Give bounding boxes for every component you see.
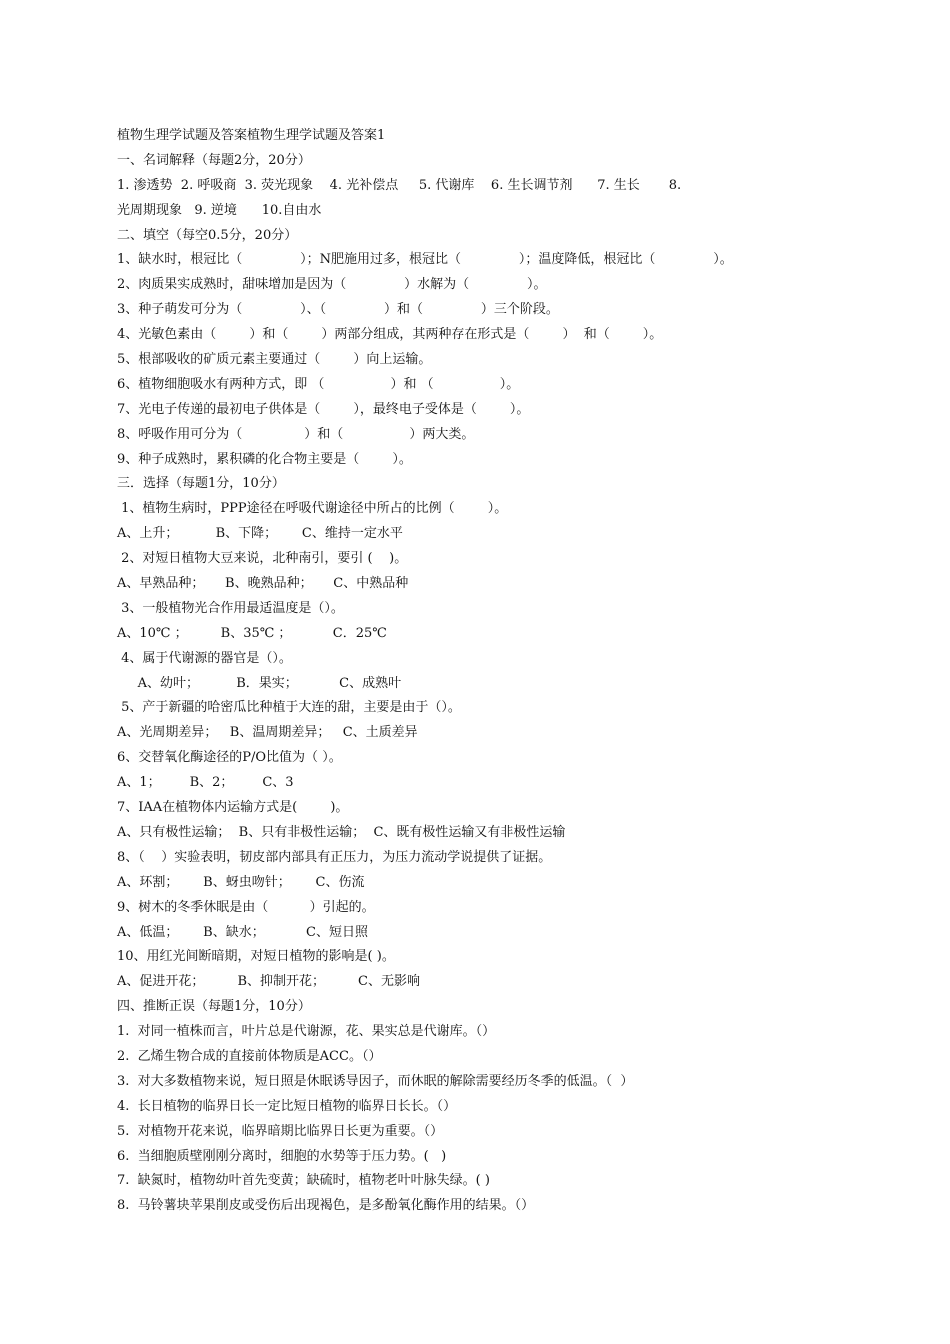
text-line: 8. 马铃薯块苹果削皮或受伤后出现褐色，是多酚氧化酶作用的结果。（） xyxy=(117,1198,535,1214)
text-line: 6. 当细胞质壁刚刚分离时，细胞的水势等于压力势。( ) xyxy=(117,1148,447,1164)
text-line: 1. 渗透势 2. 呼吸商 3. 荧光现象 4. 光补偿点 5. 代谢库 6. 生长调节剂 7. 生长 8. xyxy=(117,177,682,193)
section-heading-4: 四、推断正误（每题1分，10分） xyxy=(117,999,311,1015)
text-line: 7、光电子传递的最初电子供体是（ ），最终电子受体是（ ）。 xyxy=(117,401,530,417)
text-line: 3. 对大多数植物来说，短日照是休眠诱导因子，而休眠的解除需要经历冬季的低温。（ ） xyxy=(117,1073,634,1089)
text-line: 2. 乙烯生物合成的直接前体物质是ACC。（） xyxy=(117,1048,382,1064)
text-line: 7. 缺氮时，植物幼叶首先变黄；缺硫时，植物老叶叶脉失绿。( ) xyxy=(117,1173,490,1189)
document-body xyxy=(117,124,817,1219)
text-line: 2、肉质果实成熟时，甜味增加是因为（ ）水解为（ ）。 xyxy=(117,277,547,293)
text-line: 9、种子成熟时，累积磷的化合物主要是（ ）。 xyxy=(117,451,412,467)
text-line: 5. 对植物开花来说，临界暗期比临界日长更为重要。（） xyxy=(117,1123,444,1139)
text-line: 2、对短日植物大豆来说，北种南引，要引 ( )。 xyxy=(117,551,408,567)
text-line: 4、属于代谢源的器官是（）。 xyxy=(117,650,292,666)
text-line: 5、产于新疆的哈密瓜比种植于大连的甜，主要是由于（）。 xyxy=(117,700,461,716)
text-line: A、早熟品种； B、晚熟品种； C、中熟品种 xyxy=(117,576,409,592)
section-heading-2: 二、填空（每空0.5分，20分） xyxy=(117,227,298,243)
text-line: A、10℃ ； B、35℃ ； C．25℃ xyxy=(117,625,387,641)
text-line: A、促进开花； B、抑制开花； C、无影响 xyxy=(117,974,421,990)
text-line: 1、缺水时，根冠比（ ）；N肥施用过多，根冠比（ ）；温度降低，根冠比（ ）。 xyxy=(117,252,733,268)
section-heading-1: 一、名词解释（每题2分，20分） xyxy=(117,152,311,168)
text-line: A、幼叶； B．果实； C、成熟叶 xyxy=(117,675,402,691)
section-heading-3: 三．选择（每题1分，10分） xyxy=(117,476,285,492)
text-line: A、1； B、2； C、3 xyxy=(117,775,294,791)
text-line: 5、根部吸收的矿质元素主要通过（ ）向上运输。 xyxy=(117,352,432,368)
text-line: 1. 对同一植株而言，叶片总是代谢源，花、果实总是代谢库。（） xyxy=(117,1024,496,1040)
text-line: A、低温； B、缺水； C、短日照 xyxy=(117,924,369,940)
text-line: 7、IAA在植物体内运输方式是( )。 xyxy=(117,800,349,816)
text-line: 光周期现象 9. 逆境 10.自由水 xyxy=(117,202,322,218)
text-line: 8、（ ）实验表明，韧皮部内部具有正压力，为压力流动学说提供了证据。 xyxy=(117,849,552,865)
text-line: 6、交替氧化酶途径的P/O比值为（ ）。 xyxy=(117,750,342,766)
text-line: 3、一般植物光合作用最适温度是（）。 xyxy=(117,600,344,616)
text-line: 4、光敏色素由（ ）和（ ）两部分组成，其两种存在形式是（ ） 和（ ）。 xyxy=(117,327,663,343)
text-line: A、光周期差异； B、温周期差异； C、土质差异 xyxy=(117,725,418,741)
text-line: 3、种子萌发可分为（ ）、（ ）和（ ）三个阶段。 xyxy=(117,302,559,318)
text-line: 6、植物细胞吸水有两种方式，即 （ ）和 （ ）。 xyxy=(117,376,520,392)
text-line: 9、树木的冬季休眠是由（ ）引起的。 xyxy=(117,899,375,915)
text-line: 1、植物生病时，PPP途径在呼吸代谢途径中所占的比例（ ）。 xyxy=(117,501,508,517)
text-line: 4. 长日植物的临界日长一定比短日植物的临界日长长。（） xyxy=(117,1098,457,1114)
text-line: 10、用红光间断暗期，对短日植物的影响是( )。 xyxy=(117,949,395,965)
text-line: 8、呼吸作用可分为（ ）和（ ）两大类。 xyxy=(117,426,475,442)
text-line: A、环割； B、蚜虫吻针； C、伤流 xyxy=(117,874,365,890)
text-line: A、只有极性运输； B、只有非极性运输； C、既有极性运输又有非极性运输 xyxy=(117,824,566,840)
text-line: A、上升； B、下降； C、维持一定水平 xyxy=(117,526,403,542)
doc-title: 植物生理学试题及答案植物生理学试题及答案1 xyxy=(117,128,386,143)
